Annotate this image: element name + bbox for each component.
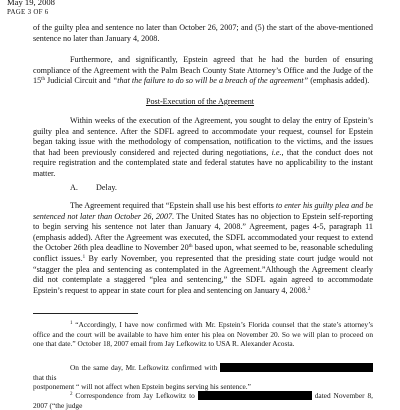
letter-header [7,0,55,17]
footnote-1-continued: On the same day, Mr. Lefkowitz confirmed with that this postponement “ will not affect when Epstein begins serving his sentence.” [33,363,373,392]
subheading-letter: A. [70,183,78,192]
footnote-ref-1: 1 [82,254,86,260]
footnote-2: $^2$ Correspondence from Jay Lefkowitz to dated November 8, 2007 (“the judge [33,391,373,410]
section-heading: Post-Execution of the Agreement [145,97,255,106]
redaction-bar [198,391,312,400]
paragraph-burden-of-compliance: Furthermore, and significantly, Epstein agreed that he had the burden of ensuring compliance of the Agreement with the Palm Beach County State Attorney’s Office and the Judge of the 15th Judicial Circuit and “that the failure to do so will be a breach of the agreement” (emphasis added). [33,55,373,86]
footnote-ref-2: 2 [307,286,311,292]
header-date: May 19, 2008 [7,0,55,7]
footnote-1: $^1$ “Accordingly, I have now confirmed with Mr. Epstein’s Florida counsel that the state’s attorney’s office and the court will be available to have him enter his plea on November 20. So we will plan to proceed on one that date.” October 18, 2007 email from Jay Lefkowitz to USA R. Alexander Acosta. [33,320,373,349]
paragraph-plea-terms: of the guilty plea and sentence no later than October 26, 2007; and (5) the start of the above-mentioned sentence no later than January 4, 2008. [33,23,373,43]
subheading-delay [70,183,117,192]
footnote-divider [33,313,138,314]
paragraph-delay: The Agreement required that “Epstein shall use his best efforts to enter his guilty plea and be sentenced not later than October 26, 2007. The United States has no objection to Epstein self-reporting to begin serving his sentence not later than January 4, 2008.” Agreement, pages 4-5, paragraph 11 (emphasis added). After the Agreement was executed, the SDFL accommodated your request to extend the October 26th plea deadline to November 20th based upon, what seemed to be, reasonable scheduling conflict issues.$^1$ By early November, you represented that the presiding state court judge would not “stagger the plea and sentencing as contemplated in the Agreement.”Although the Agreement clearly did not contemplate a staggered “plea and sentencing,” the SDFL again agreed to accommodate Epstein’s request to appear in state court for plea and sentencing on January 4, 2008.$^2$ [33,201,373,295]
subheading-title: Delay. [96,183,117,192]
redaction-bar [220,363,373,372]
paragraph-post-execution: Within weeks of the execution of the Agreement, you sought to delay the entry of Epstein’s guilty plea and sentence. After the SDFL agreed to accommodate your request, counsel for Epstein began taking issue with the methodology of compensation, notification to the victims, and the issues that had been previously considered and rejected during negotiations, i.e., that the conduct does not require registration and the contemplated state and federal statutes have no applicability to the instant matter. [33,116,373,178]
header-page-number: PAGE 3 OF 6 [7,8,49,16]
